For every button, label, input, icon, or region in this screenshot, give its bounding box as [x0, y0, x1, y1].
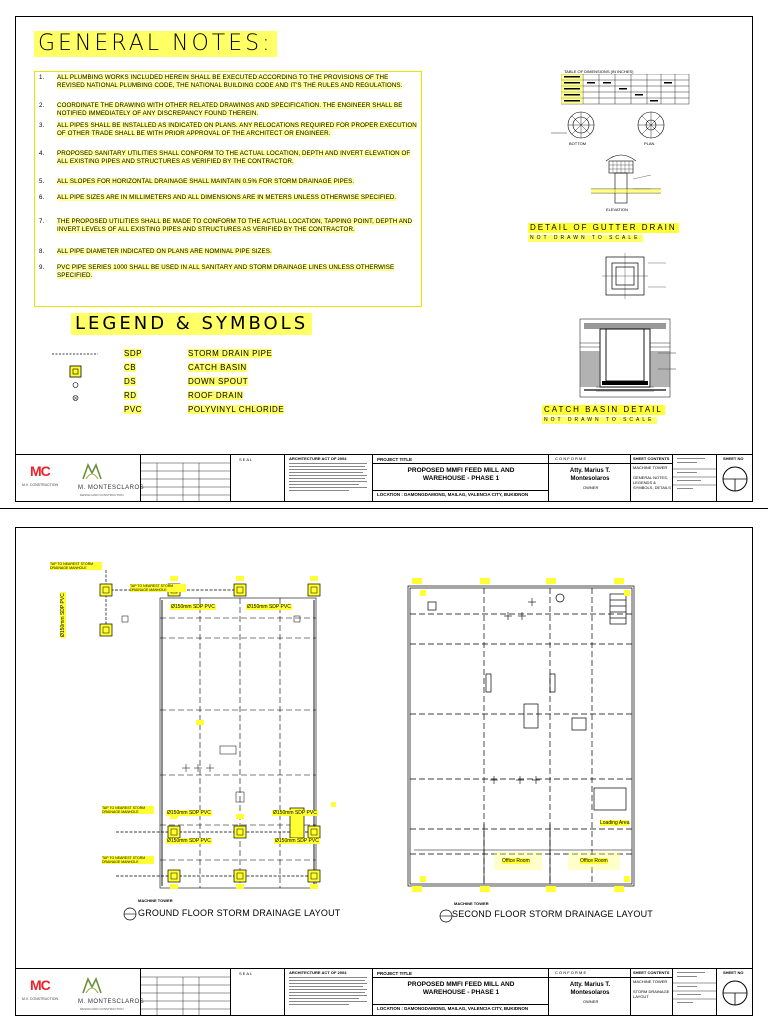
ground-floor-title: GROUND FLOOR STORM DRAINAGE LAYOUT	[138, 908, 341, 918]
gutter-drain-title: DETAIL OF GUTTER DRAIN	[530, 223, 677, 232]
note-text-content: ALL PIPE SIZES ARE IN MILLIMETERS AND ALL DIMENSIONS ARE IN METERS UNLESS OTHERWISE SPECIFIED.	[57, 194, 397, 201]
note-text-content: PROPOSED SANITARY UTILITIES SHALL CONFORM TO THE ACTUAL LOCATION, DEPTH AND INVERT ELEVATION OF ALL EXISTING PIPES AND STRUCTURES AS VERIFIED BY THE CONTRACTOR.	[57, 150, 411, 165]
legend-description	[188, 363, 298, 373]
plan-label: PLAN	[644, 141, 655, 146]
sheet-contents-machine-tower: MACHINE TOWER	[633, 465, 668, 470]
note-text	[57, 248, 417, 256]
ground-plan-marker-icon	[122, 906, 138, 922]
project-location-2: LOCATION : DAMONGDAMONG, MAILAG, VALENCIA CITY, BUKIDNON	[377, 1006, 529, 1011]
tap-label-2: TAP TO NEAREST STORM DRAINAGE MANHOLE	[130, 584, 186, 592]
title-block-2	[16, 968, 752, 1015]
note-text-content: COORDINATE THE DRAWING WITH OTHER RELATED DRAWINGS AND SPECIFICATION. THE ENGINEER SHALL BE NOTIFIED IMMEDIATELY OF ANY DISCREPANCY FOUND THEREIN.	[57, 102, 403, 117]
legend-code-text: CB	[124, 363, 137, 372]
bottom-label: BOTTOM	[569, 141, 587, 146]
note-number: 4.	[39, 150, 45, 157]
loading-area: Loading Area	[600, 820, 630, 826]
dim-table-title: TABLE OF DIMENSIONS (IN INCHES)	[564, 69, 634, 74]
sheet-no-cell	[716, 455, 753, 501]
note-text-content: ALL SLOPES FOR HORIZONTAL DRAINAGE SHALL MAINTAIN 0.5% FOR STORM DRAINAGE PIPES.	[57, 178, 355, 185]
sheet-no-cell-2	[716, 969, 753, 1015]
architecture-act-label: ARCHITECTURE ACT OF 2004	[289, 456, 347, 461]
legend-code-text: PVC	[124, 405, 142, 414]
owner-role-2: OWNER	[583, 999, 599, 1004]
second-floor-plan	[404, 574, 644, 894]
pipe-label-5: Ø150mm SDP PVC	[167, 838, 211, 844]
conforme-cell	[548, 455, 631, 501]
montesclaros-logo-icon-2	[80, 973, 104, 997]
tap-label-4: TAP TO NEAREST STORM DRAINAGE MANHOLE	[102, 856, 154, 864]
signature-cell-2	[140, 969, 231, 1015]
sheet-no-label-2: SHEET NO	[723, 970, 744, 975]
mc-logo-subtitle-2: M.V. CONSTRUCTION	[22, 997, 59, 1001]
seal-label-2: S E A L	[239, 971, 253, 976]
signature-cell	[140, 455, 231, 501]
legend-code	[124, 349, 174, 359]
sheet-contents-label: SHEET CONTENTS	[633, 456, 670, 461]
title-block	[16, 454, 752, 501]
note-text	[57, 74, 417, 89]
office-room-1: Office Room	[502, 858, 530, 864]
legend-description	[188, 377, 298, 387]
dimensions-table	[561, 74, 691, 106]
sheet-contents-value: GENERAL NOTES, LEGENDS & SYMBOLS, DETAILS	[633, 475, 671, 490]
catch-basin-subtitle: NOT DRAWN TO SCALE	[544, 417, 655, 423]
sheet-contents-cell	[630, 455, 673, 501]
pipe-label-4: Ø150mm SDP PVC	[273, 810, 317, 816]
mc-logo: MC	[30, 463, 50, 479]
project-title-2: PROPOSED MMFI FEED MILL AND WAREHOUSE - PHASE 1	[407, 981, 515, 996]
conforme-cell-2	[548, 969, 631, 1015]
pipe-label-1: Ø150mm SDP PVC	[171, 604, 215, 610]
owner-name: Atty. Marius T. Montesolaros	[569, 468, 611, 482]
note-text	[57, 122, 417, 137]
general-notes-title: GENERAL NOTES:	[34, 31, 277, 57]
legend-title: LEGEND & SYMBOLS	[71, 313, 312, 335]
sheet-no-label: SHEET NO	[723, 456, 744, 461]
note-number: 9.	[39, 264, 45, 271]
note-text-content: PVC PIPE SERIES 1000 SHALL BE USED IN ALL SANITARY AND STORM DRAINAGE LINES UNLESS OTHERWISE SPECIFIED.	[57, 264, 395, 279]
seal-cell-2	[230, 969, 285, 1015]
sheet-no-circle-icon-2	[721, 979, 749, 1007]
legend-code-text: RD	[124, 391, 137, 400]
legend-description	[188, 391, 298, 401]
legend-description-text: CATCH BASIN	[188, 363, 247, 372]
legend-description	[188, 349, 298, 359]
legend-code	[124, 363, 174, 373]
note-text	[57, 178, 417, 186]
note-text	[57, 194, 417, 202]
catch-basin-drawing	[566, 253, 686, 403]
gutter-drain-drawing	[551, 109, 681, 219]
note-number: 2.	[39, 102, 45, 109]
tap-label-3: TAP TO NEAREST STORM DRAINAGE MANHOLE	[102, 806, 154, 814]
sheet-contents-machine-tower-2: MACHINE TOWER	[633, 979, 668, 984]
project-title-cell-2	[372, 969, 549, 1015]
general-notes-box	[34, 71, 422, 307]
sheet-general-notes	[15, 16, 753, 502]
note-text-content: ALL PIPE DIAMETER INDICATED ON PLANS ARE NOMINAL PIPE SIZES.	[57, 248, 272, 255]
legend-code	[124, 377, 174, 387]
architecture-act-cell-2	[284, 969, 373, 1015]
seal-cell	[230, 455, 285, 501]
note-text	[57, 264, 417, 279]
montesclaros-name-2: M. MONTESCLAROS	[78, 999, 145, 1005]
seal-label: S E A L	[239, 457, 253, 462]
note-number: 7.	[39, 218, 45, 225]
conforme-label-2: C O N F O R M E	[555, 970, 587, 975]
architecture-act-cell	[284, 455, 373, 501]
mc-logo-2: MC	[30, 977, 50, 993]
gutter-drain-subtitle: NOT DRAWN TO SCALE	[530, 235, 641, 241]
montesclaros-name: M. MONTESCLAROS	[78, 485, 145, 491]
catch-basin-title: CATCH BASIN DETAIL	[544, 405, 663, 414]
note-text-content: ALL PLUMBING WORKS INCLUDED HEREIN SHALL BE EXECUTED ACCORDING TO THE PROVISIONS OF THE REVISED NATIONAL PLUMBING CODE, THE NATIONAL BUILDING CODE AND IT'S THE RULES AND REGULATIONS.	[57, 74, 403, 89]
note-text	[57, 150, 417, 165]
owner-name-2: Atty. Marius T. Montesolaros	[569, 982, 611, 996]
montesclaros-subtitle-2: DESIGN AND CONSTRUCTION	[80, 1007, 124, 1011]
montesclaros-subtitle: DESIGN AND CONSTRUCTION	[80, 493, 124, 497]
legend-description	[188, 405, 298, 415]
legend-code	[124, 391, 174, 401]
project-location: LOCATION : DAMONGDAMONG, MAILAG, VALENCIA CITY, BUKIDNON	[377, 492, 529, 497]
mc-logo-subtitle: M.V. CONSTRUCTION	[22, 483, 59, 487]
architecture-act-label-2: ARCHITECTURE ACT OF 2004	[289, 970, 347, 975]
note-text-content: THE PROPOSED UTILITIES SHALL BE MADE TO CONFORM TO THE ACTUAL LOCATION, TAPPING POINT, DEPTH AND INVERT LEVELS OF ALL EXISTING PIPES AND STRUCTURES AS VERIFIED BY THE CONTRACTOR.	[57, 218, 413, 233]
note-text	[57, 218, 417, 233]
pipe-label-2: Ø150mm SDP PVC	[247, 604, 291, 610]
tap-label-1: TAP TO NEAREST STORM DRAINAGE MANHOLE	[50, 562, 102, 570]
second-floor-title: SECOND FLOOR STORM DRAINAGE LAYOUT	[452, 909, 653, 919]
note-text	[57, 102, 417, 117]
sheet-separator	[0, 508, 768, 509]
elevation-label: ELEVATION	[606, 207, 628, 212]
revision-cell-2	[672, 969, 717, 1015]
conforme-label: C O N F O R M E	[555, 456, 587, 461]
legend-description-text: ROOF DRAIN	[188, 391, 244, 400]
second-machine-tower: MACHINE TOWER	[454, 901, 489, 906]
legend-description-text: DOWN SPOUT	[188, 377, 249, 386]
note-number: 6.	[39, 194, 45, 201]
sheet-contents-label-2: SHEET CONTENTS	[633, 970, 670, 975]
cb-symbol	[70, 366, 81, 377]
note-number: 5.	[39, 178, 45, 185]
legend-code-text: DS	[124, 377, 137, 386]
legend-code	[124, 405, 174, 415]
legend-description-text: POLYVINYL CHLORIDE	[188, 405, 285, 414]
sheet-contents-value-2: STORM DRAINAGE LAYOUT	[633, 989, 670, 999]
note-text-content: ALL PIPES SHALL BE INSTALLED AS INDICATED ON PLANS. ANY RELOCATIONS REQUIRED FOR PROPER EXECUTION OF OTHER TRADE SHALL BE WITH PRIOR APPROVAL OF THE ARCHITECT OR ENGINEER.	[57, 122, 417, 137]
note-number: 3.	[39, 122, 45, 129]
project-title-cell	[372, 455, 549, 501]
note-number: 8.	[39, 248, 45, 255]
montesclaros-logo-icon	[80, 459, 104, 483]
legend-code-text: SDP	[124, 349, 142, 358]
sheet-storm-drainage	[15, 527, 753, 1016]
note-number: 1.	[39, 74, 45, 81]
pipe-label-3: Ø150mm SDP PVC	[167, 810, 211, 816]
sheet-contents-cell-2	[630, 969, 673, 1015]
project-title-label: PROJECT TITLE	[377, 457, 413, 462]
project-title: PROPOSED MMFI FEED MILL AND WAREHOUSE - PHASE 1	[407, 467, 515, 482]
owner-role: OWNER	[583, 485, 599, 490]
revision-cell	[672, 455, 717, 501]
office-room-2: Office Room	[580, 858, 608, 864]
ground-machine-tower: MACHINE TOWER	[138, 898, 173, 903]
legend-description-text: STORM DRAIN PIPE	[188, 349, 273, 358]
sheet-no-circle-icon	[721, 465, 749, 493]
vertical-pipe-label: Ø150mm SDP PVC	[60, 593, 66, 637]
legend-symbols	[46, 347, 106, 417]
pipe-label-6: Ø150mm SDP PVC	[275, 838, 319, 844]
project-title-label-2: PROJECT TITLE	[377, 971, 413, 976]
ds-symbol	[73, 383, 78, 388]
